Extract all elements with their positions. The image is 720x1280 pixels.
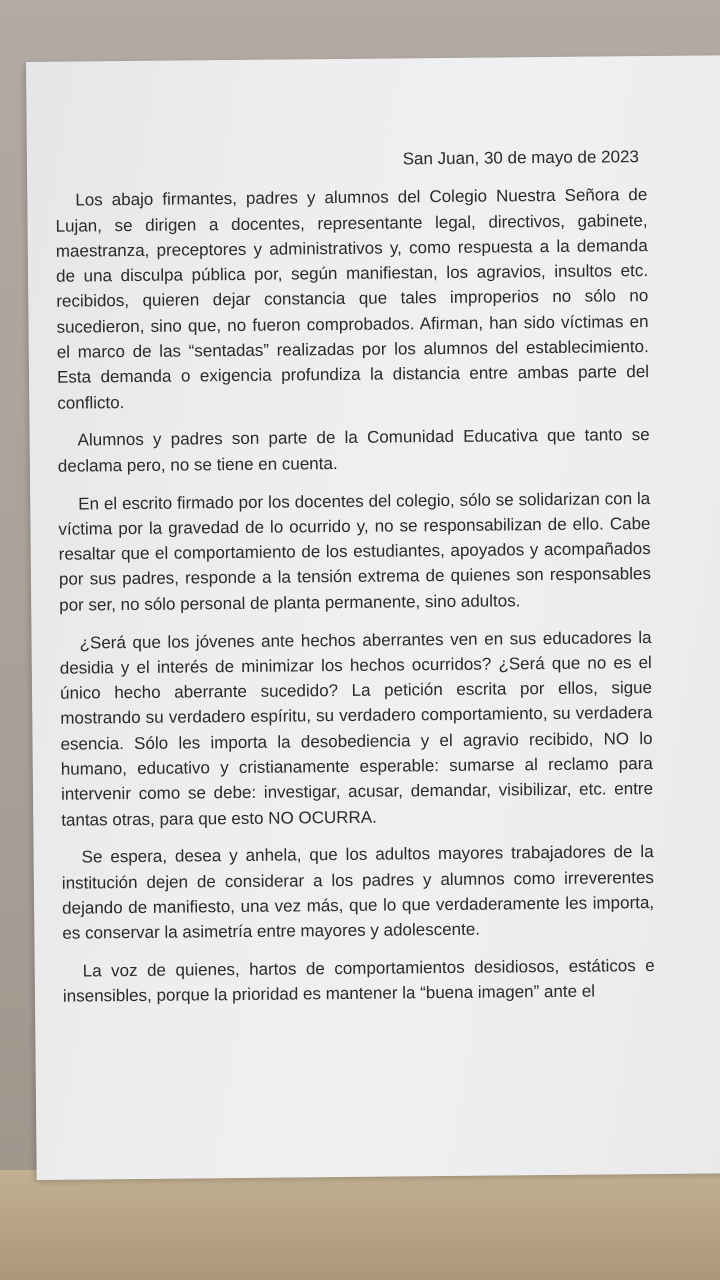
paragraph-2: Alumnos y padres son parte de la Comunidad Educativa que tanto se declama pero, no se tiene en cuenta. [57,425,650,476]
paragraph-5: Se espera, desea y anhela, que los adultos mayores trabajadores de la institución dejen de considerar a los padres y alumnos como irreverentes dejando de manifiesto, una vez más, que lo que verdaderamente les importa, es conservar la asimetría entre mayores y adolescente. [61,842,655,944]
letter-sheet [26,55,720,1180]
paragraph-1: Los abajo firmantes, padres y alumnos del Colegio Nuestra Señora de Lujan, se dirigen a docentes, representante legal, directivos, gabinete, maestranza, preceptores y administrativos y, como respuesta a la demanda de una disculpa pública por, según manifiestan, los agravios, insultos etc. recibidos, quieren dejar constancia que tales improperios no sólo no sucedieron, sino que, no fueron comprobados. Afirman, han sido víctimas en el marco de las “sentadas” realizadas por los alumnos del establecimiento. Esta demanda o exigencia profundiza la distancia entre ambas parte del conflicto. [55,185,650,413]
paragraph-4: ¿Será que los jóvenes ante hechos aberrantes ven en sus educadores la desidia y el interés de minimizar los hechos ocurridos? ¿Será que no es el único hecho aberrante sucedido? La petición escrita por ellos, sigue mostrando su verdadero espíritu, su verdadero comportamiento, su verdadera esencia. Sólo les importa la desobediencia y el agravio recibido, NO lo humano, educativo y cristianamente esperable: sumarse al reclamo para intervenir como se debe: investigar, acusar, demandar, visibilizar, etc. entre tantas otras, para que esto NO OCURRA. [59,627,654,830]
paragraph-3: En el escrito firmado por los docentes del colegio, sólo se solidarizan con la víctima por la gravedad de lo ocurrido y, no se responsabilizan de ello. Cabe resaltar que el comportamiento de los estudiantes, apoyados y acompañados por sus padres, responde a la tensión extrema de quienes son responsables por ser, no sólo personal de planta permanente, sino adultos. [58,488,652,615]
table-surface [0,1170,720,1280]
paragraph-6: La voz de quienes, hartos de comportamientos desidiosos, estáticos e insensibles, porque la prioridad es mantener la “buena imagen” ante el [62,956,655,1007]
letter-body [55,144,655,1022]
date-line: San Juan, 30 de mayo de 2023 [402,147,640,169]
